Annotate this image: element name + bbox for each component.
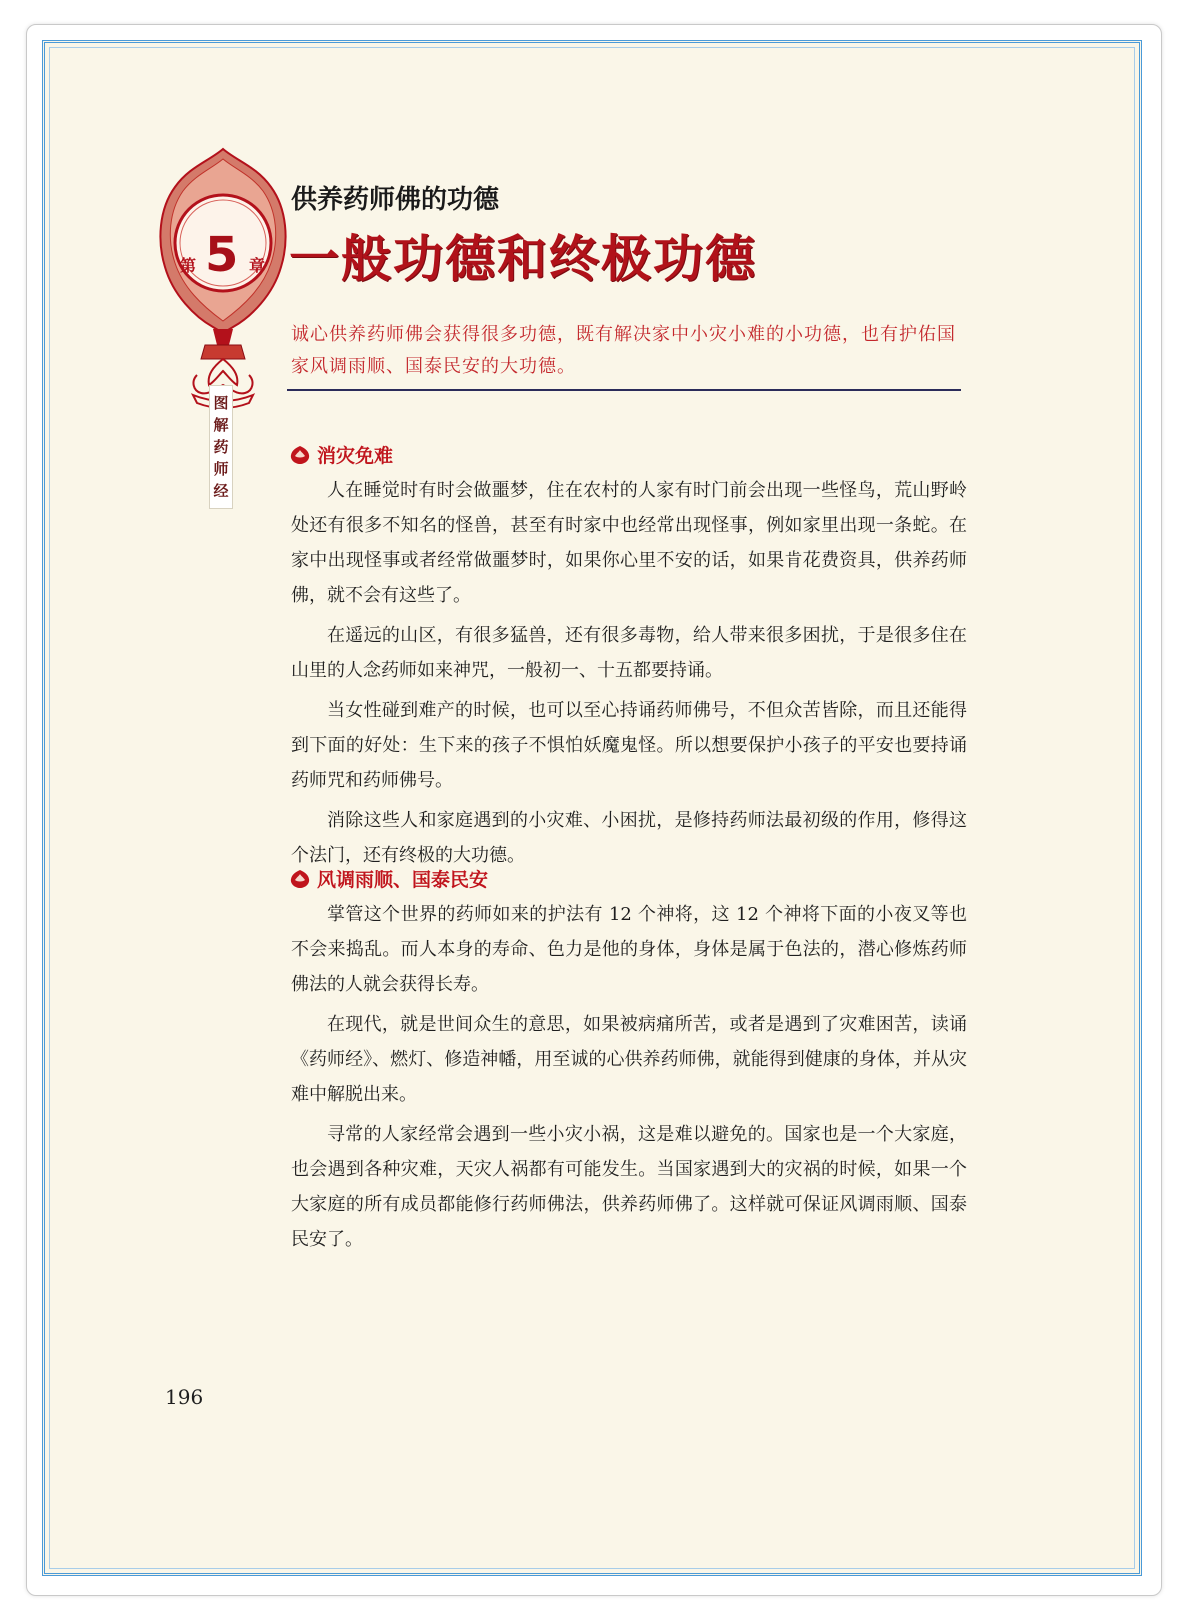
paragraph: 在遥远的山区，有很多猛兽，还有很多毒物，给人带来很多困扰，于是很多住在山里的人念药师如来神咒，一般初一、十五都要持诵。 [291, 625, 967, 681]
section-heading-text: 风调雨顺、国泰民安 [317, 869, 489, 891]
paragraph: 消除这些人和家庭遇到的小灾难、小困扰，是修持药师法最初级的作用，修得这个法门，还有终极的大功德。 [291, 810, 967, 866]
section-heading-text: 消灾免难 [317, 445, 394, 467]
section-heading [289, 865, 488, 892]
paragraph: 寻常的人家经常会遇到一些小灾小祸，这是难以避免的。国家也是一个大家庭，也会遇到各种灾难，天灾人祸都有可能发生。当国家遇到大的灾祸的时候，如果一个大家庭的所有成员都能修行药师佛法，供养药师佛了。这样就可保证风调雨顺、国泰民安了。 [291, 1124, 967, 1250]
chapter-suffix: 章 [249, 256, 266, 275]
paragraph: 在现代，就是世间众生的意思，如果被病痛所苦，或者是遇到了灾难困苦，读诵《药师经》、燃灯、修造神幡，用至诚的心供养药师佛，就能得到健康的身体，并从灾难中解脱出来。 [291, 1014, 967, 1105]
paragraph: 掌管这个世界的药师如来的护法有 12 个神将，这 12 个神将下面的小夜叉等也不会来捣乱。而人本身的寿命、色力是他的身体，身体是属于色法的，潜心修炼药师佛法的人就会获得长寿。 [291, 904, 967, 995]
intro-text: 诚心供养药师佛会获得很多功德，既有解决家中小灾小难的小功德，也有护佑国家风调雨顺、国泰民安的大功德。 [291, 324, 956, 377]
lotus-seal-icon [289, 444, 311, 466]
chapter-kicker: 供养药师佛的功德 [291, 185, 500, 215]
page-title: 一般功德和终极功德 [289, 230, 757, 288]
section-body [291, 473, 967, 878]
page [42, 40, 1142, 1576]
section-body [291, 897, 967, 1262]
lotus-seal-icon [289, 868, 311, 890]
paragraph: 人在睡觉时有时会做噩梦，住在农村的人家有时门前会出现一些怪鸟，荒山野岭处还有很多不知名的怪兽，甚至有时家中也经常出现怪事，例如家里出现一条蛇。在家中出现怪事或者经常做噩梦时，如果你心里不安的话，如果肯花费资具，供养药师佛，就不会有这些了。 [291, 480, 967, 606]
paragraph: 当女性碰到难产的时候，也可以至心持诵药师佛号，不但众苦皆除，而且还能得到下面的好处：生下来的孩子不惧怕妖魔鬼怪。所以想要保护小孩子的平安也要持诵药师咒和药师佛号。 [291, 700, 967, 791]
section-heading [289, 441, 393, 468]
divider [287, 389, 961, 391]
chapter-prefix: 第 [180, 256, 197, 275]
book-side-title: 图解药师经 [209, 385, 233, 509]
page-content [45, 43, 1139, 1573]
page-number: 196 [165, 1385, 204, 1409]
chapter-number: 5 [205, 227, 239, 283]
